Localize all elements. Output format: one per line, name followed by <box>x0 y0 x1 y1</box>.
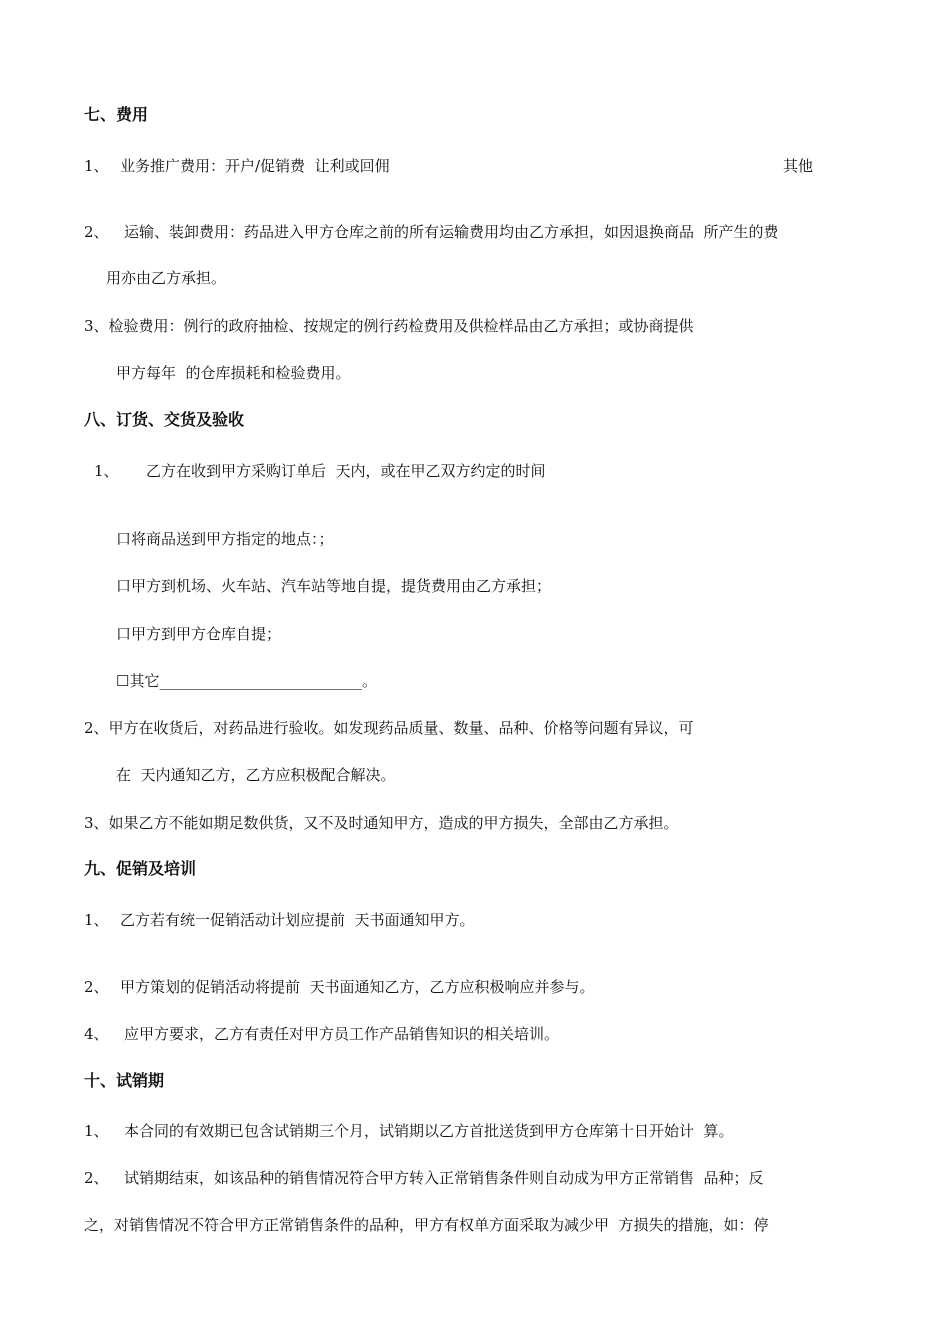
s8-item2-line1: 2、甲方在收货后，对药品进行验收。如发现药品质量、数量、品种、价格等问题有异议，可 <box>84 719 694 737</box>
s9-item1-text: 乙方若有统一促销活动计划应提前 天书面通知甲方。 <box>120 911 475 929</box>
s10-item1-number: 1、 <box>84 1122 109 1140</box>
s9-item4-number: 4、 <box>84 1025 109 1043</box>
s8-option-self-pickup-station: 口甲方到机场、火车站、汽车站等地自提，提货费用由乙方承担； <box>116 577 552 595</box>
s7-item2-line1: 运输、装卸费用：药品进入甲方仓库之前的所有运输费用均由乙方承担，如因退换商品 所产生的费 <box>124 223 779 241</box>
s7-item1-number: 1、 <box>84 157 109 175</box>
s9-item2-number: 2、 <box>84 978 109 996</box>
s8-item3: 3、如果乙方不能如期足数供货，又不及时通知甲方，造成的甲方损失，全部由乙方承担。 <box>84 814 679 832</box>
section-8-title: 八、订货、交货及验收 <box>84 410 245 429</box>
s10-item2-line2: 之，对销售情况不符合甲方正常销售条件的品种，甲方有权单方面采取为减少甲 方损失的措施，如：停 <box>84 1216 769 1234</box>
s10-item1-text: 本合同的有效期已包含试销期三个月，试销期以乙方首批送货到甲方仓库第十日开始计 算。 <box>124 1122 734 1140</box>
s9-item2-text: 甲方策划的促销活动将提前 天书面通知乙方，乙方应积极响应并参与。 <box>120 978 595 996</box>
s9-item1-number: 1、 <box>84 911 109 929</box>
s8-option-other: ☐其它___________________________。 <box>116 672 377 690</box>
s7-item1-text: 业务推广费用：开户/促销费 让利或回佣 <box>120 157 390 175</box>
s8-item1-number: 1、 <box>94 462 119 480</box>
s9-item4-text: 应甲方要求，乙方有责任对甲方员工作产品销售知识的相关培训。 <box>124 1025 560 1043</box>
s7-item3-line2: 甲方每年 的仓库损耗和检验费用。 <box>116 364 351 382</box>
s7-item1-tail: 其他 <box>783 157 814 175</box>
s8-item2-line2: 在 天内通知乙方，乙方应积极配合解决。 <box>116 766 396 784</box>
s7-item2-line2: 用亦由乙方承担。 <box>106 269 227 287</box>
s8-item1-text: 乙方在收到甲方采购订单后 天内，或在甲乙双方约定的时间 <box>146 462 546 480</box>
s7-item2-number: 2、 <box>84 223 109 241</box>
section-10-title: 十、试销期 <box>84 1071 165 1090</box>
section-9-title: 九、促销及培训 <box>84 859 197 878</box>
section-7-title: 七、费用 <box>84 105 149 124</box>
s8-option-deliver: 口将商品送到甲方指定的地点：； <box>116 530 334 548</box>
s7-item3-line1: 3、检验费用：例行的政府抽检、按规定的例行药检费用及供检样品由乙方承担；或协商提供 <box>84 317 694 335</box>
s10-item2-line1: 试销期结束，如该品种的销售情况符合甲方转入正常销售条件则自动成为甲方正常销售 品种；反 <box>124 1169 764 1187</box>
s8-option-self-pickup-warehouse: 口甲方到甲方仓库自提； <box>116 625 282 643</box>
s10-item2-number: 2、 <box>84 1169 109 1187</box>
